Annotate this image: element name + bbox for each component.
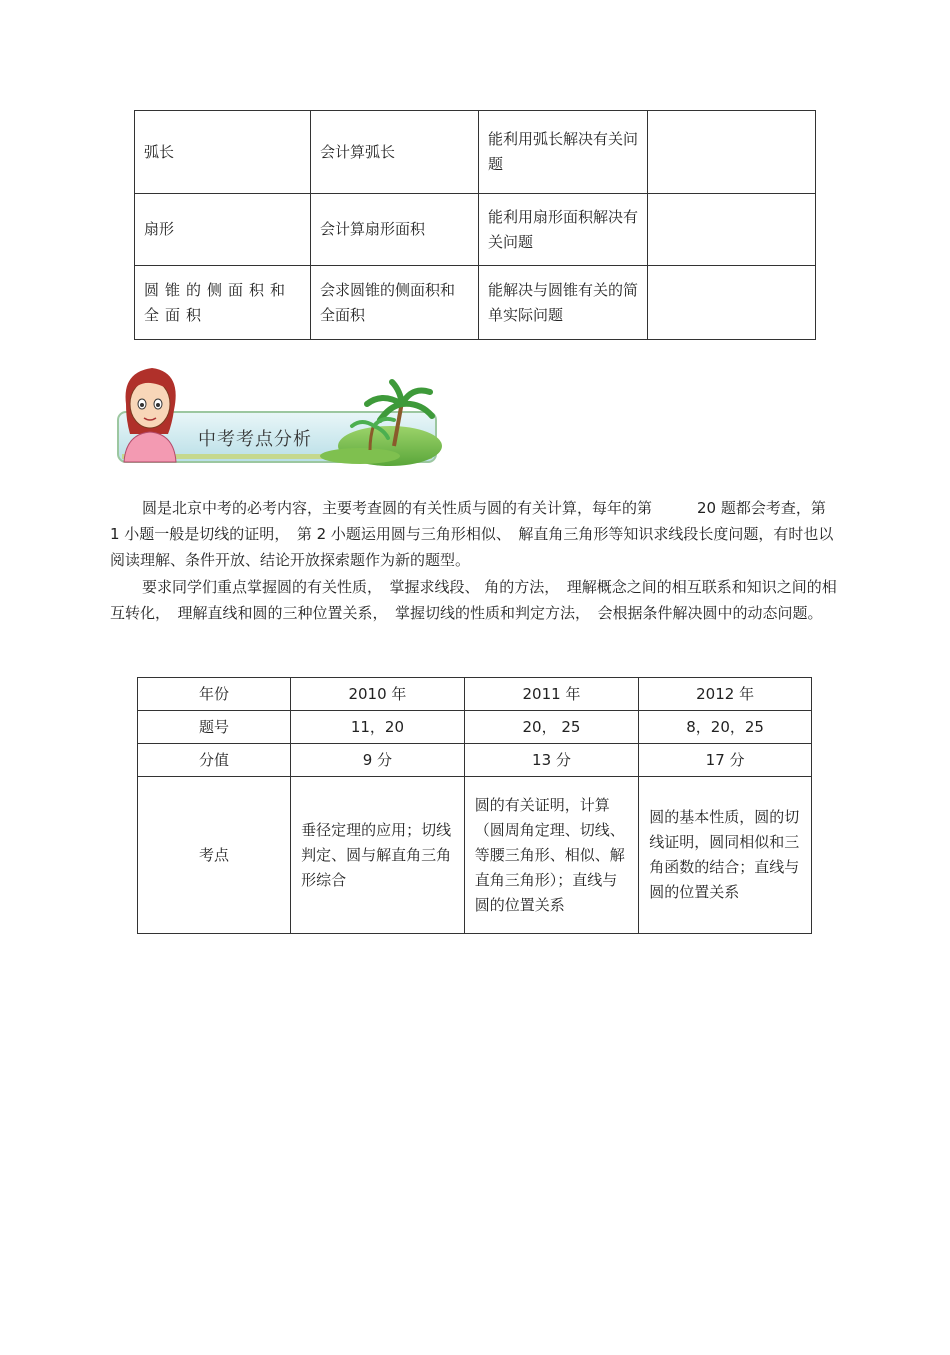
table-row: [135, 194, 816, 266]
row-label: 考点: [138, 777, 291, 934]
table-row: [138, 777, 812, 934]
application-cell: 能利用扇形面积解决有关问题: [479, 194, 648, 266]
row-label: 年份: [138, 678, 291, 711]
topic-cell: 圆锥的侧面积和全面积: [135, 266, 311, 340]
section-title: 中考考点分析: [198, 429, 312, 450]
exam-points-cell: 圆的基本性质，圆的切线证明，圆同相似和三角函数的结合；直线与圆的位置关系: [639, 777, 812, 934]
exam-analysis-table: [137, 677, 812, 934]
table-row: [135, 111, 816, 194]
paragraph-text: 圆是北京中考的必考内容，主要考查圆的有关性质与圆的有关计算，每年的第 20 题都会考查，第 1 小题一般是切线的证明， 第 2 小题运用圆与三角形相似、 解直角三角形等知识求线段长度问题，有时也以阅读理解、条件开放、结论开放探索题作为新的题型。: [110, 499, 834, 569]
skill-cell: 会求圆锥的侧面积和全面积: [311, 266, 479, 340]
exam-points-cell: 垂径定理的应用；切线判定、圆与解直角三角形综合: [291, 777, 465, 934]
topic-cell: 扇形: [135, 194, 311, 266]
year-header: 2010 年: [291, 678, 465, 711]
table-row: [138, 744, 812, 777]
topic-cell: 弧长: [135, 111, 311, 194]
extra-cell: [648, 111, 816, 194]
question-numbers: 20， 25: [464, 711, 638, 744]
score-cell: 17 分: [639, 744, 812, 777]
score-cell: 13 分: [464, 744, 638, 777]
question-numbers: 11，20: [291, 711, 465, 744]
requirements-paragraph: [110, 574, 838, 626]
extra-cell: [648, 266, 816, 340]
question-numbers: 8，20，25: [639, 711, 812, 744]
exam-points-cell: 圆的有关证明，计算（圆周角定理、切线、等腰三角形、相似、解直角三角形）；直线与圆的位置关系: [464, 777, 638, 934]
table-row: [138, 678, 812, 711]
paragraph-text: 要求同学们重点掌握圆的有关性质， 掌握求线段、 角的方法， 理解概念之间的相互联系和知识之间的相互转化， 理解直线和圆的三种位置关系， 掌握切线的性质和判定方法， 会根据条件解决圆中的动态问题。: [110, 578, 837, 622]
extra-cell: [648, 194, 816, 266]
skill-cell: 会计算扇形面积: [311, 194, 479, 266]
row-label: 题号: [138, 711, 291, 744]
application-cell: 能利用弧长解决有关问题: [479, 111, 648, 194]
score-cell: 9 分: [291, 744, 465, 777]
application-cell: 能解决与圆锥有关的简单实际问题: [479, 266, 648, 340]
requirements-table: [134, 110, 816, 340]
analysis-paragraph: [110, 495, 838, 573]
row-label: 分值: [138, 744, 291, 777]
table-row: [135, 266, 816, 340]
skill-cell: 会计算弧长: [311, 111, 479, 194]
table-row: [138, 711, 812, 744]
year-header: 2012 年: [639, 678, 812, 711]
year-header: 2011 年: [464, 678, 638, 711]
